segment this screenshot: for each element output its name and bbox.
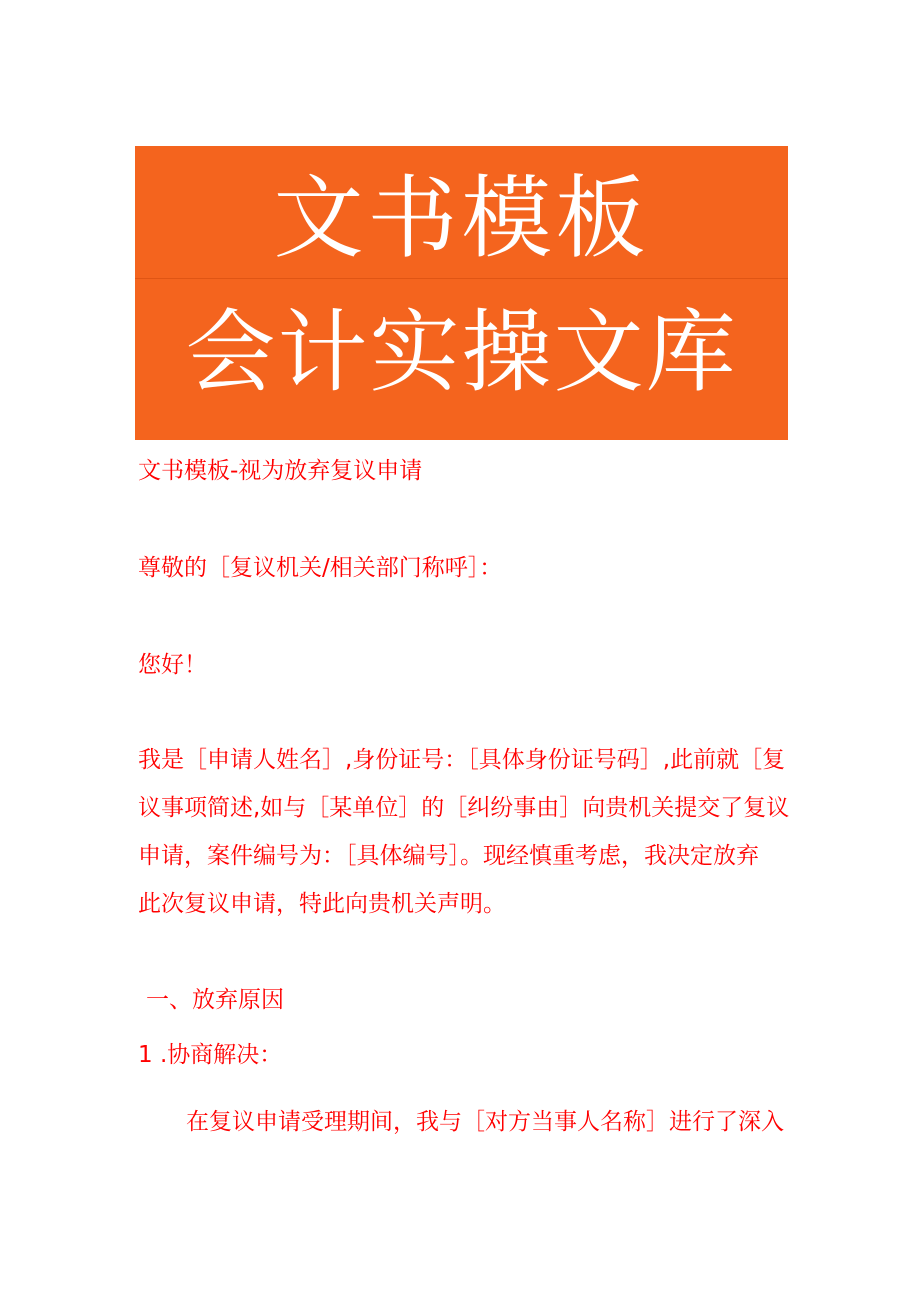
paragraph-line: 此次复议申请，特此向贵机关声明。 [138, 891, 506, 917]
paragraph-line: 议事项简述,如与［某单位］的［纠纷事由］向贵机关提交了复议 [138, 795, 790, 821]
banner-subtitle: 会计实操文库 [185, 300, 738, 405]
salutation: 尊敬的［复议机关/相关部门称呼］： [138, 555, 503, 581]
cover-banner [135, 146, 788, 440]
paragraph-line: 申请，案件编号为：［具体编号］。现经慎重考虑，我决定放弃 [138, 843, 759, 869]
banner-divider [135, 278, 788, 279]
banner-title: 文书模板 [273, 166, 650, 271]
paragraph-line: 我是［申请人姓名］,身份证号：［具体身份证号码］,此前就［复 [138, 747, 786, 773]
item-heading: 1 .协商解决： [138, 1042, 283, 1068]
section-heading: 一、放弃原因 [146, 987, 284, 1013]
body-paragraph-line: 在复议申请受理期间，我与［对方当事人名称］进行了深入 [186, 1109, 784, 1135]
greeting: 您好！ [138, 652, 207, 678]
document-title: 文书模板-视为放弃复议申请 [138, 458, 423, 484]
